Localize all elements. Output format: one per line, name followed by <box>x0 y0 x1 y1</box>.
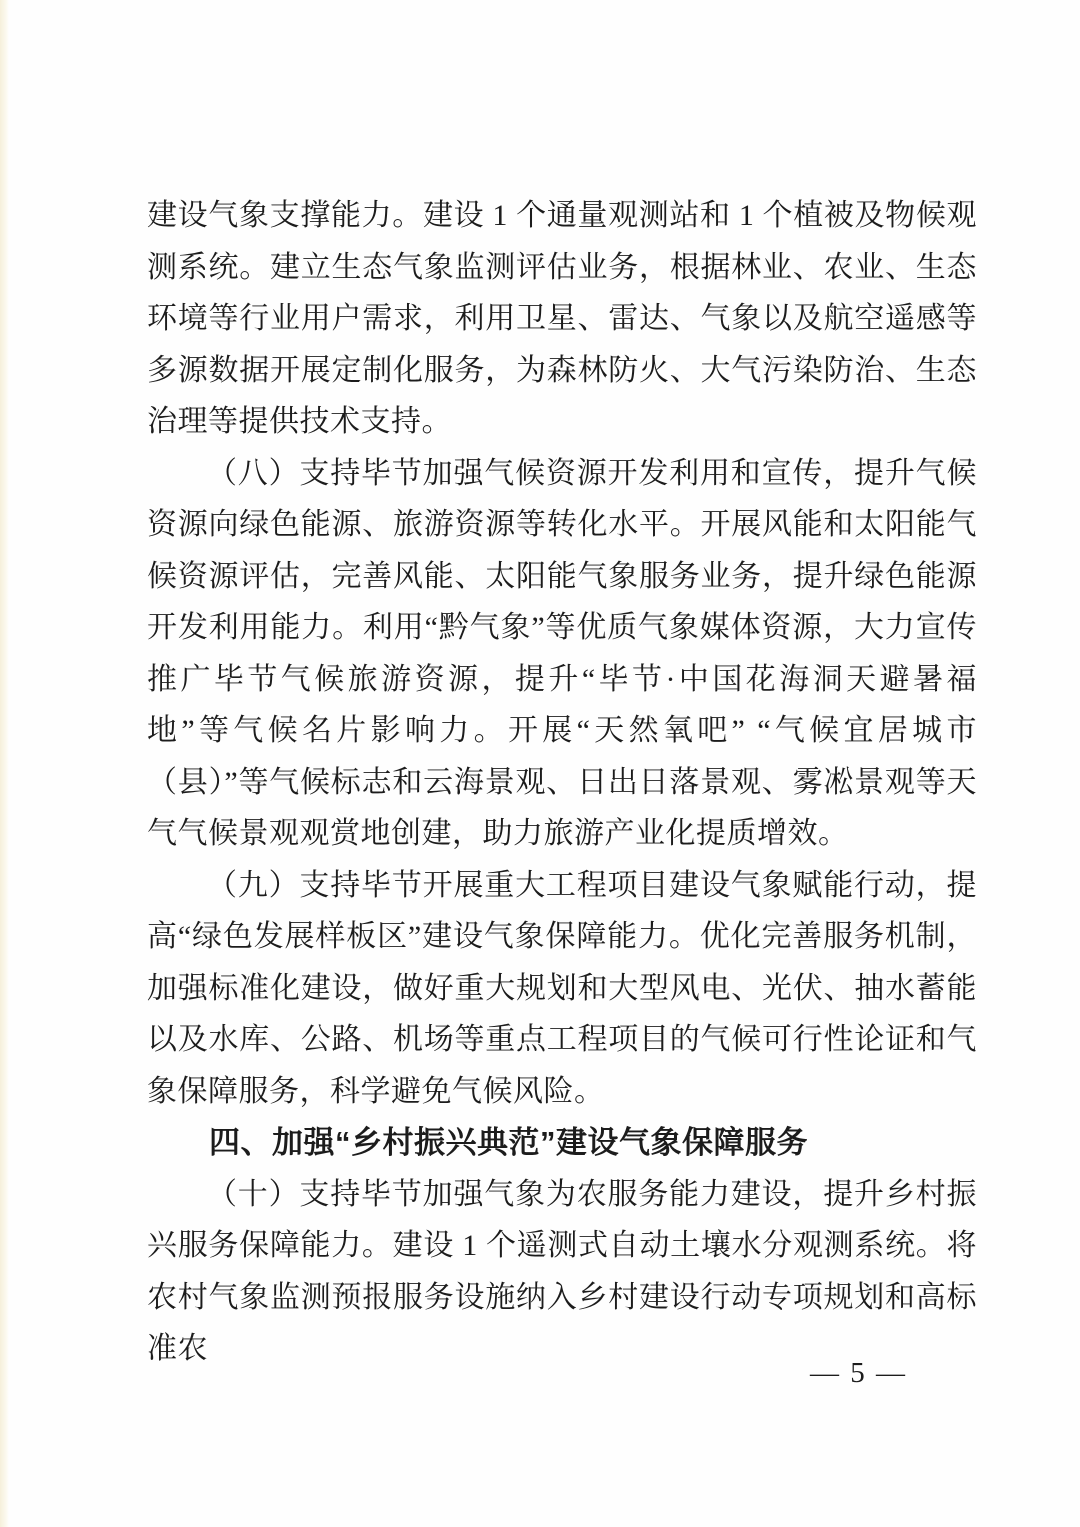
page-number: — 5 — <box>810 1357 907 1389</box>
document-body <box>147 190 977 1375</box>
paragraph: （八）支持毕节加强气候资源开发利用和宣传，提升气候资源向绿色能源、旅游资源等转化水平。开展风能和太阳能气候资源评估，完善风能、太阳能气象服务业务，提升绿色能源开发利用能力。利用“黔气象”等优质气象媒体资源，大力宣传推广毕节气候旅游资源，提升“毕节·中国花海洞天避暑福地”等气候名片影响力。开展“天然氧吧” “气候宜居城市（县）”等气候标志和云海景观、日出日落景观、雾凇景观等天气气候景观观赏地创建，助力旅游产业化提质增效。 <box>147 456 977 850</box>
paragraph: 建设气象支撑能力。建设 1 个通量观测站和 1 个植被及物候观测系统。建立生态气象监测评估业务，根据林业、农业、生态环境等行业用户需求，利用卫星、雷达、气象以及航空遥感等多源数据开展定制化服务，为森林防火、大气污染防治、生态治理等提供技术支持。 <box>147 199 977 438</box>
paragraph: （九）支持毕节开展重大工程项目建设气象赋能行动，提高“绿色发展样板区”建设气象保障能力。优化完善服务机制，加强标准化建设，做好重大规划和大型风电、光伏、抽水蓄能以及水库、公路、机场等重点工程项目的气候可行性论证和气象保障服务，科学避免气候风险。 <box>147 868 977 1108</box>
scan-edge-artifact <box>0 0 9 1527</box>
paragraph: （十）支持毕节加强气象为农服务能力建设，提升乡村振兴服务保障能力。建设 1 个遥测式自动土壤水分观测系统。将农村气象监测预报服务设施纳入乡村建设行动专项规划和高标准农 <box>147 1177 977 1365</box>
section-heading: 四、加强“乡村振兴典范”建设气象保障服务 <box>209 1125 808 1160</box>
